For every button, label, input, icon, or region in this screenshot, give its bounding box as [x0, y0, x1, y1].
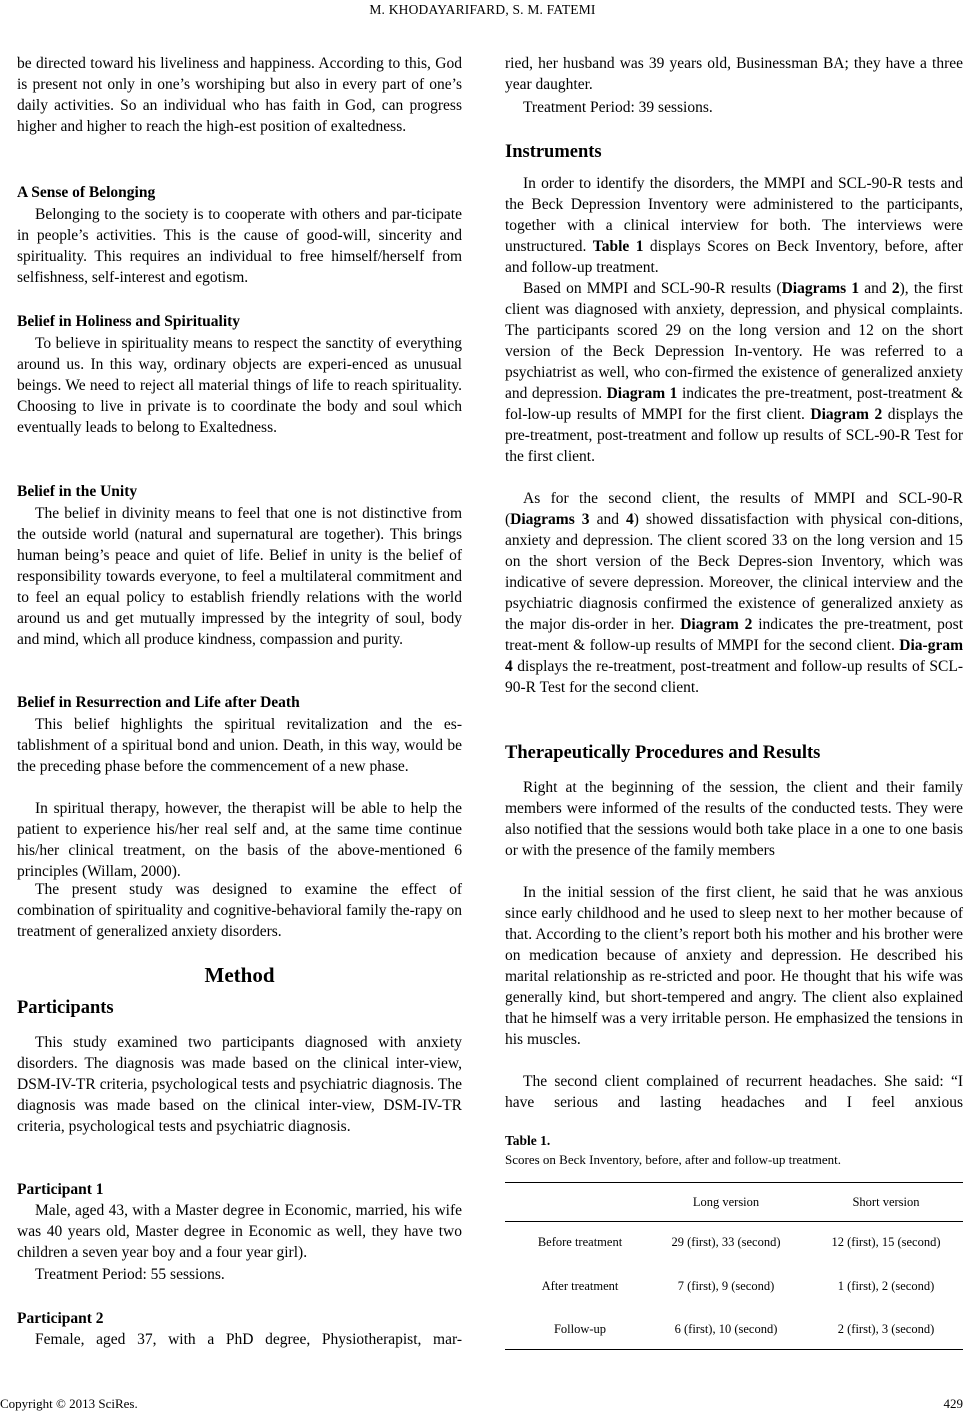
bold-reference: Table 1: [592, 238, 644, 255]
text-run: indicates the pre-treatment, post-treatment & fol-low-up results of MMPI for the first client.: [505, 385, 964, 423]
row-label: Before treatment: [537, 1235, 623, 1249]
paragraph: Treatment Period: 39 sessions.: [523, 99, 713, 116]
copyright-notice: Copyright © 2013 SciRes.: [0, 1396, 138, 1411]
subsection-heading: Belief in Resurrection and Life after Death: [17, 694, 300, 711]
paragraph: be directed toward his liveliness and happiness. According to this, God is present not only in one’s worshiping but also in every part of one’s daily activities. So an individual who has faith in God, can progress higher and higher to reach the high-est position of exaltedness.: [17, 55, 462, 135]
table-caption: Scores on Beck Inventory, before, after and follow-up treatment.: [505, 1152, 841, 1167]
text-run: displays the pre-treatment, post-treatment and follow up results of SCL-90-R Test for the first client.: [505, 406, 963, 465]
paragraph: [505, 488, 963, 698]
paragraph: [505, 278, 963, 467]
bold-reference: Diagram 2: [680, 616, 753, 633]
text-run: and: [589, 511, 627, 528]
paragraph: ried, her husband was 39 years old, Businessman BA; they have a three year daughter.: [505, 55, 963, 93]
text-run: ) showed dissatisfaction with physical con-ditions, anxiety and depression. The client scored 33 on the long version and 15 on the short version of the Beck Depres-sion Inventory, which was indicative of severe depression. Moreover, the clinical interview and the psychiatric diagnosis confirmed the existence of generalized anxiety as the major dis-order in her.: [505, 511, 963, 633]
table-header-rule: [505, 1221, 963, 1222]
paragraph: The present study was designed to examine the effect of combination of spirituality and cognitive-behavioral family the-rapy on treatment of generalized anxiety disorders.: [17, 881, 462, 940]
table-cell: 12 (first), 15 (second): [831, 1235, 941, 1249]
paragraph: In spiritual therapy, however, the therapist will be able to help the patient to experience his/her real self and, at the same time continue his/her clinical treatment, on the basis of the above-mentioned 6 principles (Willam, 2000).: [17, 800, 462, 880]
text-run: displays Scores on Beck Inventory, before, after and follow-up treatment.: [505, 238, 963, 276]
bold-reference: 4: [626, 511, 634, 528]
paragraph: The belief in divinity means to feel that one is not distinctive from the outside world (natural and supernatural are together). This brings human being’s peace and quiet of life. Belief in unity is the belief of responsibility towards everyone, to feel a multilateral commitment and to feel an equal policy to establish friendly relations with the world around us and get mutually impressed by the integrity of soul, body and mind, which all produce kindness, compassion and purity.: [17, 505, 462, 648]
table-cell: 1 (first), 2 (second): [837, 1279, 935, 1293]
running-header: M. KHODAYARIFARD, S. M. FATEMI: [369, 2, 596, 17]
table-cell: 7 (first), 9 (second): [677, 1279, 775, 1293]
row-label: Follow-up: [553, 1322, 607, 1336]
subsection-heading: Participant 2: [17, 1310, 104, 1327]
subsection-heading: Belief in the Unity: [17, 483, 138, 500]
text-run: displays the re-treatment, post-treatment and follow-up results of SCL-90-R Test for the second client.: [505, 658, 963, 696]
column-header: Long version: [692, 1195, 760, 1209]
table-cell: 2 (first), 3 (second): [837, 1322, 935, 1336]
text-run: indicates the pre-treatment, post treat-ment & follow-up results of MMPI for the second client.: [505, 616, 964, 654]
row-label: After treatment: [541, 1279, 619, 1293]
subsection-heading: Belief in Holiness and Spirituality: [17, 313, 241, 330]
subsection-heading: A Sense of Belonging: [17, 184, 156, 201]
text-run: Based on MMPI and SCL-90-R results (: [523, 280, 782, 297]
paragraph: Right at the beginning of the session, the client and their family members were informed of the results of the conducted tests. They were also notified that the sessions would both take place in a one to one basis or with the presence of the family members: [505, 779, 963, 859]
table-bottom-rule: [505, 1349, 963, 1350]
bold-reference: Diagram 1: [606, 385, 678, 402]
paragraph: Treatment Period: 55 sessions.: [35, 1266, 225, 1283]
text-run: As for the second client, the results of MMPI and SCL-90-R (: [505, 490, 963, 528]
table-label: Table 1.: [505, 1133, 551, 1148]
paragraph: This belief highlights the spiritual revitalization and the es-tablishment of a spiritual bond and union. Death, in this way, would be the preceding phase before the commencement of a new phase.: [17, 716, 462, 775]
section-heading-participants: Participants: [17, 998, 114, 1018]
paragraph: [505, 173, 963, 278]
paragraph: Male, aged 43, with a Master degree in Economic, married, his wife was 40 years old, Master degree in Economic as well, they have two children a seven year boy and a four year girl).: [17, 1202, 462, 1261]
table-cell: 6 (first), 10 (second): [674, 1322, 778, 1336]
text-run: ), the first client was diagnosed with anxiety, depression, and physical complaints. The participants scored 29 on the long version and 12 on the short version of the Beck Depression In-ventory. He was referred to a psychiatrist as well, who con-firmed the existence of generalized anxiety and depression.: [505, 280, 963, 402]
bold-reference: Dia-gram 4: [505, 637, 963, 675]
text-run: In order to identify the disorders, the MMPI and SCL-90-R tests and the Beck Depression Inventory were administered to the participants, together with a clinical interview for both. The interviews were unstructured.: [505, 175, 963, 255]
subsection-heading: Participant 1: [17, 1181, 104, 1198]
bold-reference: Diagram 2: [810, 406, 883, 423]
section-heading-method: Method: [204, 963, 275, 987]
table-cell: 29 (first), 33 (second): [671, 1235, 781, 1249]
paragraph: In the initial session of the first client, he said that he was anxious since early childhood and he used to sleep next to her mother because of that. According to the client’s report both his mother and his brother were on medication because of anxiety and depression. He described his marital relationship as re-stricted and poor. He thought that his wife was generally kind, but short-tempered and angry. The client also explained that he himself was a very irritable person. He emphasized the tensions in his muscles.: [505, 884, 963, 1048]
section-heading-procedures: Therapeutically Procedures and Results: [505, 743, 821, 763]
paragraph: The second client complained of recurrent headaches. She said: “I have serious and lasting headaches and I feel anxious: [505, 1073, 963, 1111]
text-run: and: [859, 280, 892, 297]
table-top-rule: [505, 1182, 963, 1183]
bold-reference: 2: [891, 280, 900, 297]
page-number: 429: [943, 1396, 963, 1411]
column-header: Short version: [852, 1195, 920, 1209]
paragraph: Female, aged 37, with a PhD degree, Physiotherapist, mar-: [35, 1331, 462, 1348]
section-heading-instruments: Instruments: [505, 142, 602, 162]
paragraph: This study examined two participants diagnosed with anxiety disorders. The diagnosis was made based on the clinical inter-view, DSM-IV-TR criteria, psychological tests and psychiatric diagnosis. The diagnosis was made based on the clinical inter-view, DSM-IV-TR criteria, psychological tests and psychiatric diagnosis.: [17, 1034, 462, 1135]
bold-reference: Diagrams 1: [781, 280, 860, 297]
paragraph: Belonging to the society is to cooperate with others and par-ticipate in people’s activities. This is the cause of good-will, sincerity and spirituality. This requires an individual to free himself/herself from selfishness, self-interest and egotism.: [17, 206, 462, 286]
bold-reference: Diagrams 3: [510, 511, 590, 528]
paragraph: To believe in spirituality means to respect the sanctity of everything around us. In this way, ordinary objects are experi-enced as unusual beings. We need to reject all material things of life to reach spirituality. Choosing to live in private is to coordinate the body and soul which eventually leads to belong to Exaltedness.: [17, 335, 462, 436]
